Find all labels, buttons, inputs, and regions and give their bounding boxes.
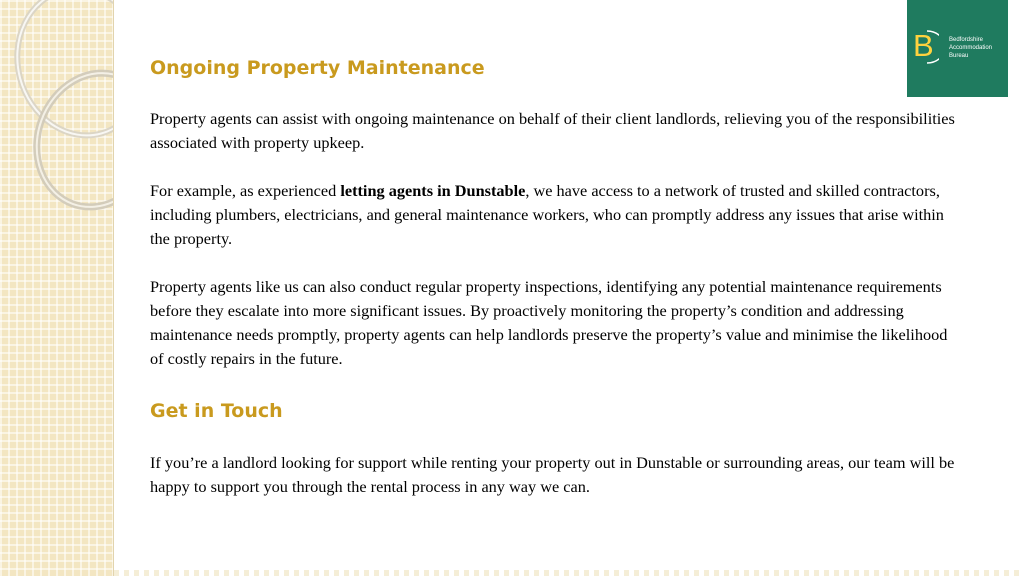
section-heading-get-in-touch: Get in Touch: [150, 400, 283, 422]
logo-initial: B: [913, 28, 934, 63]
paragraph-inspections: Property agents like us can also conduct regular property inspections, identifying any potential maintenance requirements before they escalate into more significant issues. By proactively monitoring the property’s condition and addressing maintenance needs promptly, property agents can help landlords preserve the property’s value and minimise the likelihood of costly repairs in the future.: [150, 277, 948, 368]
paragraph-contractors: [150, 179, 955, 251]
paragraph-contact: If you’re a landlord looking for support while renting your property out in Dunstable or surrounding areas, our team will be happy to support you through the rental process in any way we can.: [150, 453, 955, 496]
decorative-side-panel: [0, 0, 114, 576]
section-heading-maintenance: Ongoing Property Maintenance: [150, 57, 485, 79]
paragraph-contractors-start: For example, as experienced: [150, 181, 341, 200]
logo-wordmark: [949, 36, 992, 60]
decorative-rings: [0, 0, 114, 576]
letting-agents-highlight: letting agents in Dunstable: [340, 181, 526, 200]
logo-line-1: Bedfordshire: [949, 37, 984, 43]
paragraph-contractors-end: , we have access to a network of trusted and skilled contractors, including plumbers, electricians, and general maintenance workers, who can promptly address any issues that arise within the property.: [150, 181, 944, 248]
main-content: [150, 56, 955, 499]
paragraph-maintenance-intro: Property agents can assist with ongoing maintenance on behalf of their client landlords, relieving you of the responsibilities associated with property upkeep.: [150, 109, 955, 152]
decorative-bottom-band: [114, 570, 1024, 576]
logo-line-3: Bureau: [949, 53, 969, 59]
logo-line-2: Accommodation: [949, 45, 993, 51]
